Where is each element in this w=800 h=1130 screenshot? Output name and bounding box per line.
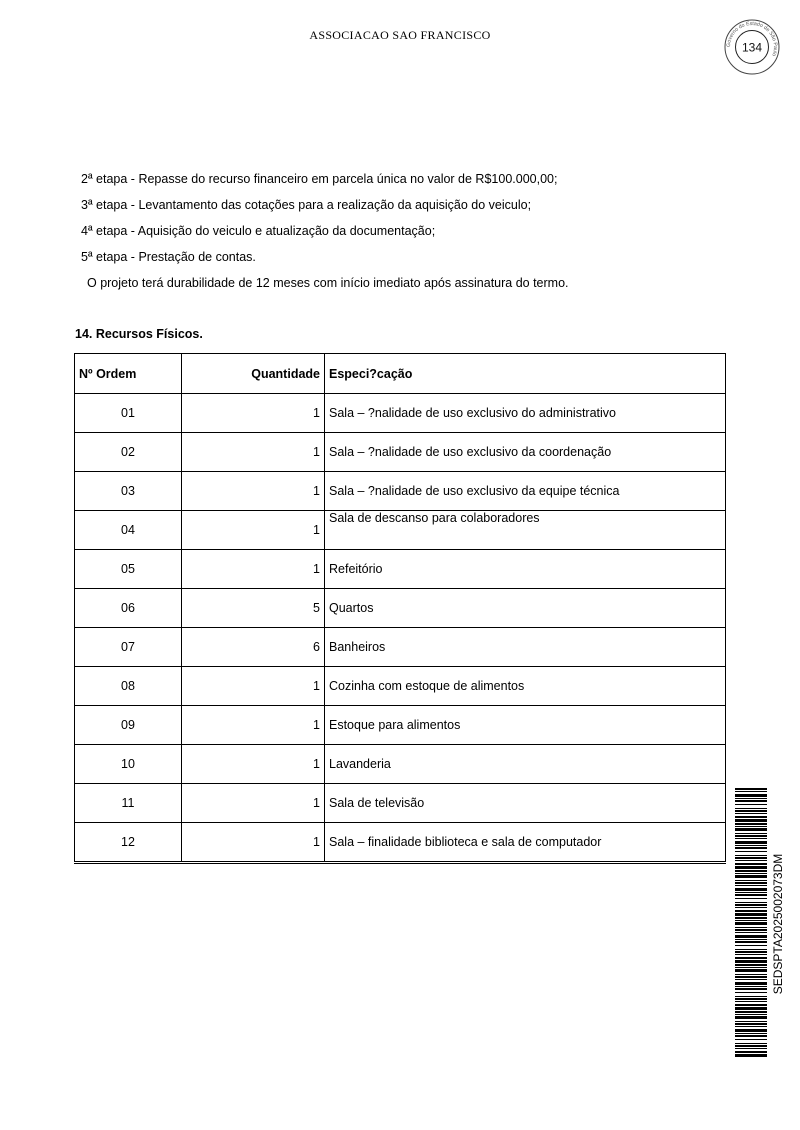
barcode-bar bbox=[735, 898, 767, 899]
header-especificacao: Especi?cação bbox=[325, 354, 726, 394]
cell-ordem: 05 bbox=[75, 550, 182, 589]
cell-quantidade: 1 bbox=[182, 511, 325, 550]
barcode-bar bbox=[735, 998, 767, 1000]
barcode-bar bbox=[735, 788, 767, 790]
barcode-bar bbox=[735, 1016, 767, 1019]
barcode-bar bbox=[735, 927, 767, 928]
barcode-bar bbox=[735, 1011, 767, 1013]
barcode-bar bbox=[735, 888, 767, 891]
cell-ordem: 12 bbox=[75, 823, 182, 863]
barcode-bar bbox=[735, 892, 767, 893]
barcode-bar bbox=[735, 855, 767, 856]
table-row bbox=[75, 433, 726, 472]
cell-quantidade: 1 bbox=[182, 433, 325, 472]
table-row bbox=[75, 589, 726, 628]
cell-quantidade: 5 bbox=[182, 589, 325, 628]
barcode-bar bbox=[735, 833, 767, 834]
barcode-bar bbox=[735, 964, 767, 966]
barcode-bar bbox=[735, 1033, 767, 1034]
header-quantidade: Quantidade bbox=[182, 354, 325, 394]
barcode-bar bbox=[735, 1048, 767, 1049]
barcode-bar bbox=[735, 996, 767, 997]
section-title: 14. Recursos Físicos. bbox=[75, 327, 203, 341]
barcode-bar bbox=[735, 917, 767, 919]
table-row bbox=[75, 706, 726, 745]
cell-especificacao: Sala – ?nalidade de uso exclusivo da coordenação bbox=[325, 433, 726, 472]
barcode-bar bbox=[735, 847, 767, 849]
header-ordem: Nº Ordem bbox=[75, 354, 182, 394]
barcode-bar bbox=[735, 939, 767, 940]
cell-ordem: 10 bbox=[75, 745, 182, 784]
barcode-bar bbox=[735, 922, 767, 925]
table-row bbox=[75, 823, 726, 863]
barcode-bar bbox=[735, 951, 767, 953]
barcode-bar bbox=[735, 866, 767, 869]
cell-ordem: 04 bbox=[75, 511, 182, 550]
barcode-bar bbox=[735, 949, 767, 950]
cell-especificacao: Estoque para alimentos bbox=[325, 706, 726, 745]
page-stamp-seal bbox=[723, 18, 781, 76]
barcode-bar bbox=[735, 838, 767, 839]
barcode-bar bbox=[735, 910, 767, 912]
barcode-bar bbox=[735, 808, 767, 809]
cell-especificacao: Sala – ?nalidade de uso exclusivo da equipe técnica bbox=[325, 472, 726, 511]
table-row bbox=[75, 667, 726, 706]
barcode-bar bbox=[735, 932, 767, 933]
table-row bbox=[75, 784, 726, 823]
barcode-bar bbox=[735, 860, 767, 861]
cell-quantidade: 1 bbox=[182, 394, 325, 433]
barcode-bar bbox=[735, 992, 767, 993]
barcode-bar bbox=[735, 819, 767, 822]
cell-quantidade: 1 bbox=[182, 823, 325, 863]
barcode-bar bbox=[735, 804, 767, 805]
barcode-bar bbox=[735, 1029, 767, 1032]
barcode-bar bbox=[735, 976, 767, 978]
paragraph-etapa-4: 4ª etapa - Aquisição do veiculo e atualização da documentação; bbox=[81, 224, 436, 238]
barcode-bar bbox=[735, 1026, 767, 1027]
cell-especificacao: Banheiros bbox=[325, 628, 726, 667]
barcode-bar bbox=[735, 1001, 767, 1002]
barcode-bar bbox=[735, 935, 767, 938]
barcode-bar bbox=[735, 885, 767, 886]
barcode-bar bbox=[735, 1039, 767, 1040]
barcode-bar bbox=[735, 1051, 767, 1053]
barcode-bar bbox=[735, 894, 767, 896]
barcode-bar bbox=[735, 969, 767, 972]
cell-quantidade: 1 bbox=[182, 784, 325, 823]
document-header: ASSOCIACAO SAO FRANCISCO bbox=[309, 28, 491, 42]
cell-quantidade: 1 bbox=[182, 472, 325, 511]
barcode-text: SEDSPTA2025002073DM bbox=[771, 853, 785, 995]
barcode-bar bbox=[735, 988, 767, 990]
cell-especificacao: Cozinha com estoque de alimentos bbox=[325, 667, 726, 706]
barcode-bar bbox=[735, 941, 767, 943]
cell-ordem: 01 bbox=[75, 394, 182, 433]
barcode-bar bbox=[735, 845, 767, 846]
table-row bbox=[75, 511, 726, 550]
barcode-bar bbox=[735, 835, 767, 837]
paragraph-duration: O projeto terá durabilidade de 12 meses com início imediato após assinatura do termo. bbox=[87, 276, 569, 290]
barcode-bar bbox=[735, 798, 767, 799]
barcode-bar bbox=[735, 920, 767, 921]
barcode-bar bbox=[735, 851, 767, 852]
cell-especificacao: Quartos bbox=[325, 589, 726, 628]
barcode-bar bbox=[735, 841, 767, 844]
paragraph-etapa-3: 3ª etapa - Levantamento das cotações para a realização da aquisição do veiculo; bbox=[81, 198, 532, 212]
barcode-bar bbox=[735, 1045, 767, 1047]
barcode-bar bbox=[735, 986, 767, 987]
cell-ordem: 11 bbox=[75, 784, 182, 823]
barcode-bar bbox=[735, 863, 767, 865]
barcode-bar bbox=[735, 823, 767, 825]
barcode-bar bbox=[735, 979, 767, 980]
barcode-bar bbox=[735, 816, 767, 818]
table-row bbox=[75, 394, 726, 433]
barcode-bar bbox=[735, 880, 767, 881]
barcode-bar bbox=[735, 954, 767, 955]
cell-quantidade: 6 bbox=[182, 628, 325, 667]
barcode-bar bbox=[735, 870, 767, 872]
cell-especificacao: Refeitório bbox=[325, 550, 726, 589]
barcode-bar bbox=[735, 873, 767, 874]
cell-quantidade: 1 bbox=[182, 667, 325, 706]
cell-ordem: 06 bbox=[75, 589, 182, 628]
barcode-bar bbox=[735, 810, 767, 812]
cell-especificacao: Lavanderia bbox=[325, 745, 726, 784]
cell-ordem: 07 bbox=[75, 628, 182, 667]
barcode-bar bbox=[735, 945, 767, 946]
barcode-bar bbox=[735, 1043, 767, 1044]
barcode-bar bbox=[735, 813, 767, 814]
stamp-ring-text: Governo do Estado de São Paulo bbox=[725, 20, 779, 57]
barcode-bar bbox=[735, 826, 767, 827]
cell-ordem: 03 bbox=[75, 472, 182, 511]
paragraph-etapa-2: 2ª etapa - Repasse do recurso financeiro em parcela única no valor de R$100.000,00; bbox=[81, 172, 558, 186]
barcode-bar bbox=[735, 1004, 767, 1006]
cell-especificacao: Sala de televisão bbox=[325, 784, 726, 823]
barcode-bar bbox=[735, 929, 767, 931]
cell-especificacao: Sala – finalidade biblioteca e sala de computador bbox=[325, 823, 726, 863]
table-header-row bbox=[75, 354, 726, 394]
barcode-bar bbox=[735, 828, 767, 831]
barcode-bar bbox=[735, 982, 767, 985]
cell-especificacao: Sala – ?nalidade de uso exclusivo do administrativo bbox=[325, 394, 726, 433]
cell-ordem: 09 bbox=[75, 706, 182, 745]
barcode-bar bbox=[735, 794, 767, 797]
barcode-bar bbox=[735, 957, 767, 959]
table-row bbox=[75, 745, 726, 784]
barcode-bar bbox=[735, 857, 767, 859]
cell-ordem: 08 bbox=[75, 667, 182, 706]
barcode-bar bbox=[735, 1021, 767, 1022]
barcode-bar bbox=[735, 1023, 767, 1025]
stamp-page-number: 134 bbox=[741, 40, 763, 55]
cell-quantidade: 1 bbox=[182, 550, 325, 589]
barcode-bar bbox=[735, 902, 767, 903]
barcode bbox=[735, 788, 767, 1058]
barcode-bar bbox=[735, 913, 767, 916]
barcode-bar bbox=[735, 1035, 767, 1037]
barcode-bar bbox=[735, 1014, 767, 1015]
cell-quantidade: 1 bbox=[182, 745, 325, 784]
cell-especificacao: Sala de descanso para colaboradores bbox=[325, 511, 726, 550]
barcode-bar bbox=[735, 974, 767, 975]
barcode-bar bbox=[735, 875, 767, 878]
barcode-bar bbox=[735, 1054, 767, 1057]
table-row bbox=[75, 550, 726, 589]
barcode-bar bbox=[735, 960, 767, 963]
barcode-bar bbox=[735, 907, 767, 908]
table-row bbox=[75, 628, 726, 667]
cell-ordem: 02 bbox=[75, 433, 182, 472]
barcode-bar bbox=[735, 1007, 767, 1010]
resources-table bbox=[74, 353, 726, 864]
cell-quantidade: 1 bbox=[182, 706, 325, 745]
barcode-bar bbox=[735, 791, 767, 792]
table-row bbox=[75, 472, 726, 511]
barcode-bar bbox=[735, 967, 767, 968]
barcode-bar bbox=[735, 800, 767, 802]
barcode-bar bbox=[735, 904, 767, 906]
barcode-bar bbox=[735, 882, 767, 884]
paragraph-etapa-5: 5ª etapa - Prestação de contas. bbox=[81, 250, 256, 264]
